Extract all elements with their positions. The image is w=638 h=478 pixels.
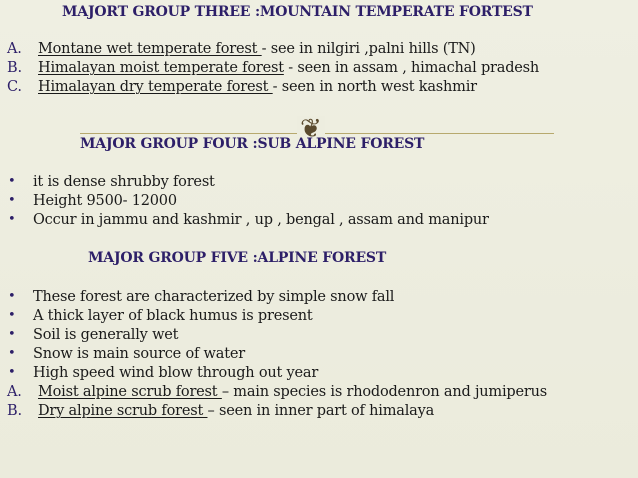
ornament-icon: ❦ — [297, 116, 325, 142]
forest-type-link: Dry alpine scrub forest — [38, 403, 208, 419]
forest-type-link: Moist alpine scrub forest — [38, 384, 222, 400]
bullet-text: High speed wind blow through out year — [33, 365, 319, 381]
forest-type-description: - see in nilgiri ,palni hills (TN) — [261, 41, 476, 57]
list-marker: B. — [7, 403, 22, 419]
bullet-icon: • — [8, 174, 16, 189]
forest-type-description: - seen in assam , himachal pradesh — [283, 60, 540, 76]
bullet-icon: • — [8, 193, 16, 208]
bullet-icon: • — [8, 346, 16, 361]
forest-type-link: Himalayan moist temperate forest — [38, 60, 284, 76]
bullet-text: Soil is generally wet — [33, 327, 179, 343]
list-marker: A. — [7, 384, 22, 400]
bullet-icon: • — [8, 308, 16, 323]
group-five-heading: MAJOR GROUP FIVE :ALPINE FOREST — [88, 250, 387, 266]
bullet-text: Snow is main source of water — [33, 346, 245, 362]
bullet-icon: • — [8, 365, 16, 380]
forest-type-description: – seen in inner part of himalaya — [207, 403, 435, 419]
forest-type-description: - seen in north west kashmir — [272, 79, 477, 95]
bullet-icon: • — [8, 289, 16, 304]
bullet-text: These forest are characterized by simple snow fall — [33, 289, 395, 305]
bullet-text: it is dense shrubby forest — [33, 174, 215, 190]
forest-type-link: Montane wet temperate forest — [38, 41, 262, 57]
group-four-heading: MAJOR GROUP FOUR :SUB ALPINE FOREST — [80, 136, 425, 152]
bullet-icon: • — [8, 212, 16, 227]
bullet-text: Height 9500- 12000 — [33, 193, 177, 209]
list-marker: C. — [7, 79, 22, 95]
list-marker: B. — [7, 60, 22, 76]
forest-type-description: – main species is rhododenron and jumiperus — [221, 384, 547, 400]
list-marker: A. — [7, 41, 22, 57]
forest-type-link: Himalayan dry temperate forest — [38, 79, 273, 95]
bullet-icon: • — [8, 327, 16, 342]
bullet-text: A thick layer of black humus is present — [33, 308, 313, 324]
bullet-text: Occur in jammu and kashmir , up , bengal , assam and manipur — [33, 212, 489, 228]
group-three-heading: MAJORT GROUP THREE :MOUNTAIN TEMPERATE FORTEST — [62, 4, 533, 20]
